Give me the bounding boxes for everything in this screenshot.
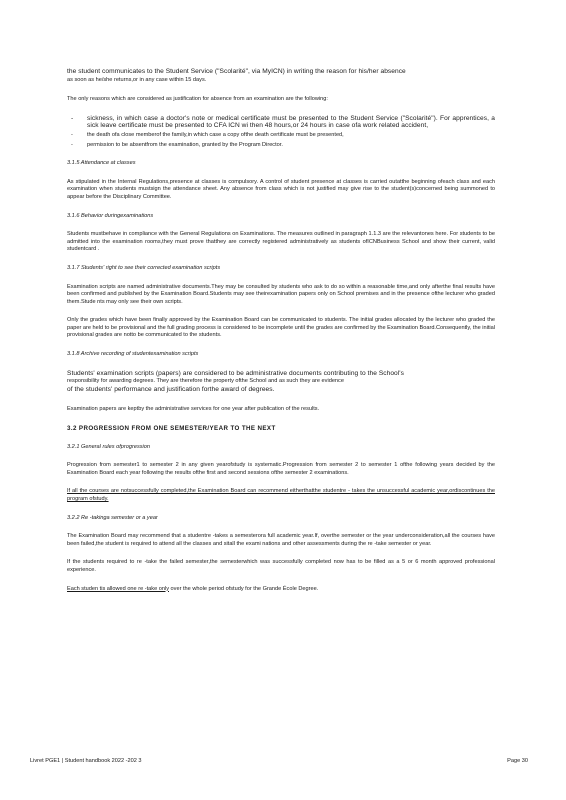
retake-paragraph: The Examination Board may recommend that a studentre -takes a semesterora full academic year.If, overthe semester or the year underconsideration,all the courses have been failed,the student is required to attend all the classes and sitall the exami nations and other assessments during the re -take semester or year. xyxy=(67,533,495,547)
retake-limit-paragraph xyxy=(67,586,495,594)
retake-limit-underlined: Each studen tis allowed one re -take only xyxy=(67,585,169,592)
archive-paragraph xyxy=(67,370,495,395)
footer-document-title: Livret PGE1 | Student handbook 2022 -202 3 xyxy=(30,758,142,764)
list-item: - the death ofa close memberof the family,in which case a copy ofthe death certificate must be presented, xyxy=(67,132,495,140)
section-heading-3-1-7: 3.1.7 Students' right to see their corrected examination scripts xyxy=(67,264,221,271)
archive-line-3: of the students' performance and justification forthe award of degrees. xyxy=(67,385,275,393)
section-heading-3-1-6: 3.1.6 Behavior duringexaminations xyxy=(67,212,154,219)
list-item: - permission to be absentfrom the examination, granted by the Program Director. xyxy=(67,142,495,150)
section-heading-3-1-8: 3.1.8 Archive recording of studentexamination scripts xyxy=(67,351,199,358)
archive-line-1: Students' examination scripts (papers) are considered to be administrative documents contributing to the School's xyxy=(67,369,404,377)
section-heading-3-2-2: 3.2.2 Re -takinga semester or a year xyxy=(67,514,158,521)
incomplete-courses-paragraph: If all the courses are notsuccessfully completed,the Examination Board can recommend eitherthatthe studentre - takes the unsuccessful academic year,ordiscontinues the program ofstudy. xyxy=(67,488,495,502)
justification-list xyxy=(67,115,495,149)
scripts-consultation-paragraph: Examination scripts are named administrative documents.They may be consulted by students who ask to do so within a reasonable time,and only afterthe final results have been confirmed and published by the Examination Board.Students may see theirexamination papers only on School premises and in the presence ofthe lecturer who graded them.Stude nts may only see their own scripts. xyxy=(67,283,495,305)
justification-intro: The only reasons which are considered as justification for absence from an examination are the following: xyxy=(67,96,328,103)
attendance-paragraph: As stipulated in the Internal Regulations,presence at classes is compulsory. A control of student presence at classes is carried outatthe beginning ofeach class and each examination when students mustsign the attendance sheet. Any absence from class which is not justified may give rise to the student(s)concerned being summoned to appear before the Disciplinary Committee. xyxy=(67,178,495,200)
footer-page-number: Page 30 xyxy=(507,758,528,764)
archive-retention-paragraph: Examination papers are keptby the administrative services for one year after publication of the results. xyxy=(67,406,320,413)
progression-paragraph: Progression from semester1 to semester 2 in any given yearofstudy is systematic.Progression from semester 2 to semester 1 ofthe following years decided by the Examination Board each year following the results ofthe first and second sessions ofthe semester 2 examinations. xyxy=(67,462,495,476)
list-item: - sickness, in which case a doctor's note or medical certificate must be presented to the Student Service ("Scolarité"). For apprentices, a sick leave certificate must be presented to CFA ICN wi then 48 hours,or 24 hours in case ofa work related accident, xyxy=(67,115,495,130)
archive-line-2: responsibility for awarding degrees. They are therefore the property ofthe School and as such they are evidence xyxy=(67,378,344,385)
absence-reporting-line-1: the student communicates to the Student Service ("Scolarité", via MyICN) in writing the reason for his/her absence xyxy=(67,68,406,75)
section-heading-3-2: 3.2 PROGRESSION FROM ONE SEMESTER/YEAR TO THE NEXT xyxy=(67,425,276,433)
absence-reporting-line-2: as soon as he/she returns,or in any case within 15 days. xyxy=(67,76,207,83)
absence-reporting-paragraph xyxy=(67,68,495,84)
retake-limit-rest: over the whole period ofstudy for the Grande École Degree. xyxy=(169,585,319,592)
page-content xyxy=(67,68,495,604)
failed-semester-paragraph: If the students required to re -take the failed semester,the semesterwhich was successfully completed now has to be filled as a 5 or 6 month approved professional experience. xyxy=(67,559,495,573)
section-heading-3-2-1: 3.2.1 General rules ofprogression xyxy=(67,443,151,450)
grades-communication-paragraph: Only the grades which have been finally approved by the Examination Board can be communicated to students. The initial grades allocated by the lecturer who graded the paper are held to be provisional and the full grading process is considered to be incomplete until the grades are confirmed by the Examination Board.Consequently, the initial provisional grades are notto be communicated to the students. xyxy=(67,317,495,339)
behavior-paragraph: Students mustbehave in compliance with the General Regulations on Examinations. The measures outlined in paragraph 1.1.3 are the relevantones here. For students to be admitted into the examination rooms,they must prove thatthey are correctly registered administratively as students ofICNBusiness School and show their current, valid studentcard . xyxy=(67,231,495,253)
section-heading-3-1-5: 3.1.5 Attendance at classes xyxy=(67,160,136,167)
